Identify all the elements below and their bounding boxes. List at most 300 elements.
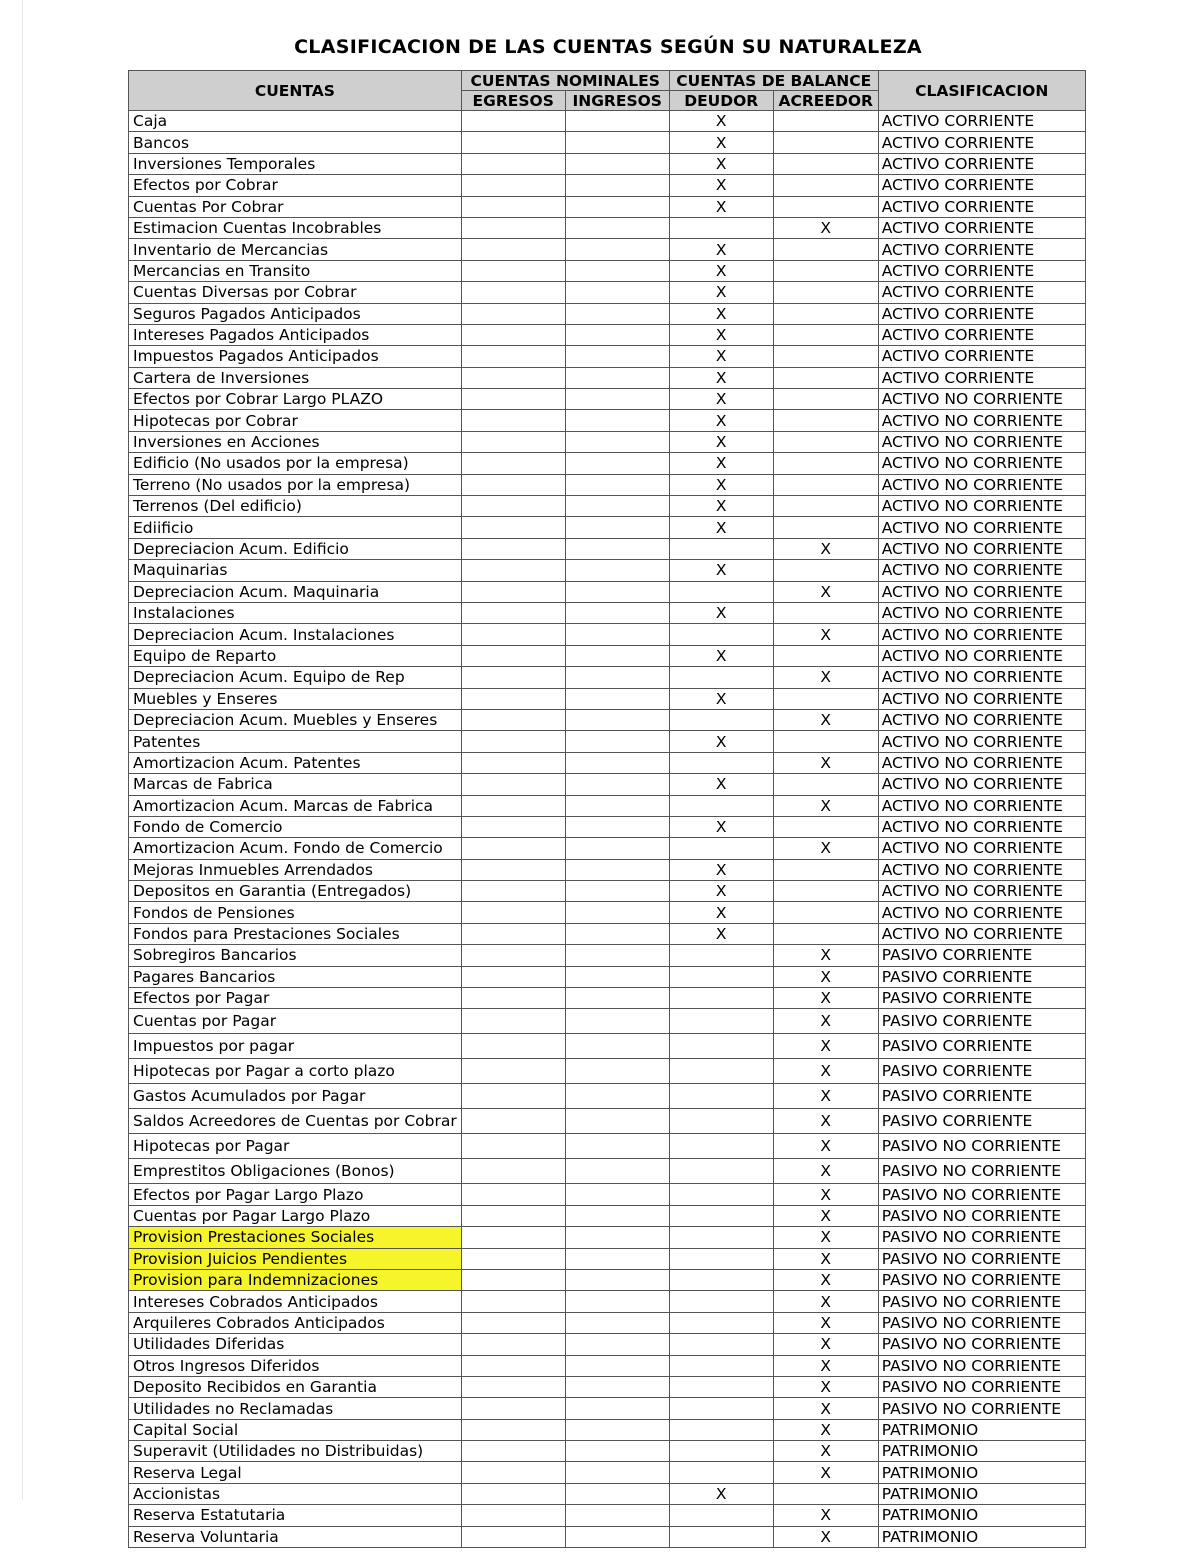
account-name-cell: Otros Ingresos Diferidos (129, 1355, 462, 1376)
acreedor-cell: X (773, 538, 878, 559)
account-name-cell: Reserva Voluntaria (129, 1526, 462, 1547)
deudor-cell (669, 538, 773, 559)
egresos-cell (461, 1291, 565, 1312)
table-row (129, 132, 1086, 153)
egresos-cell (461, 795, 565, 816)
acreedor-cell (773, 453, 878, 474)
clasificacion-cell: PASIVO NO CORRIENTE (878, 1248, 1085, 1269)
account-name-cell: Amortizacion Acum. Patentes (129, 752, 462, 773)
clasificacion-cell: ACTIVO CORRIENTE (878, 196, 1085, 217)
table-row (129, 1205, 1086, 1226)
account-name-cell: Provision Prestaciones Sociales (129, 1227, 462, 1248)
deudor-cell: X (669, 645, 773, 666)
account-name-cell: Maquinarias (129, 560, 462, 581)
egresos-cell (461, 538, 565, 559)
table-row (129, 1248, 1086, 1269)
clasificacion-cell: PASIVO NO CORRIENTE (878, 1334, 1085, 1355)
egresos-cell (461, 1505, 565, 1526)
ingresos-cell (565, 709, 669, 730)
egresos-cell (461, 1134, 565, 1159)
ingresos-cell (565, 431, 669, 452)
egresos-cell (461, 581, 565, 602)
acreedor-cell (773, 282, 878, 303)
deudor-cell: X (669, 816, 773, 837)
egresos-cell (461, 431, 565, 452)
egresos-cell (461, 1184, 565, 1205)
egresos-cell (461, 1355, 565, 1376)
table-row (129, 410, 1086, 431)
clasificacion-cell: ACTIVO NO CORRIENTE (878, 774, 1085, 795)
clasificacion-cell: PASIVO NO CORRIENTE (878, 1355, 1085, 1376)
clasificacion-cell: ACTIVO NO CORRIENTE (878, 453, 1085, 474)
clasificacion-cell: PASIVO CORRIENTE (878, 1084, 1085, 1109)
deudor-cell (669, 752, 773, 773)
acreedor-cell: X (773, 1505, 878, 1526)
table-row (129, 175, 1086, 196)
account-name-cell: Instalaciones (129, 602, 462, 623)
deudor-cell (669, 1134, 773, 1159)
ingresos-cell (565, 1084, 669, 1109)
acreedor-cell: X (773, 1419, 878, 1440)
egresos-cell (461, 859, 565, 880)
deudor-cell: X (669, 260, 773, 281)
ingresos-cell (565, 453, 669, 474)
clasificacion-cell: PASIVO CORRIENTE (878, 1009, 1085, 1034)
clasificacion-cell: ACTIVO NO CORRIENTE (878, 431, 1085, 452)
account-name-cell: Efectos por Pagar Largo Plazo (129, 1184, 462, 1205)
ingresos-cell (565, 667, 669, 688)
table-row (129, 602, 1086, 623)
table-row (129, 303, 1086, 324)
deudor-cell: X (669, 111, 773, 132)
egresos-cell (461, 881, 565, 902)
egresos-cell (461, 132, 565, 153)
clasificacion-cell: ACTIVO NO CORRIENTE (878, 795, 1085, 816)
deudor-cell (669, 1109, 773, 1134)
ingresos-cell (565, 1205, 669, 1226)
table-row (129, 816, 1086, 837)
account-name-cell: Arquileres Cobrados Anticipados (129, 1312, 462, 1333)
egresos-cell (461, 1227, 565, 1248)
clasificacion-cell: ACTIVO CORRIENTE (878, 303, 1085, 324)
egresos-cell (461, 410, 565, 431)
clasificacion-cell: ACTIVO CORRIENTE (878, 175, 1085, 196)
clasificacion-cell: ACTIVO NO CORRIENTE (878, 581, 1085, 602)
account-name-cell: Inventario de Mercancias (129, 239, 462, 260)
account-name-cell: Provision para Indemnizaciones (129, 1269, 462, 1290)
ingresos-cell (565, 303, 669, 324)
egresos-cell (461, 966, 565, 987)
egresos-cell (461, 453, 565, 474)
table-row (129, 902, 1086, 923)
ingresos-cell (565, 645, 669, 666)
deudor-cell (669, 1505, 773, 1526)
table-row (129, 774, 1086, 795)
clasificacion-cell: PASIVO NO CORRIENTE (878, 1291, 1085, 1312)
table-row (129, 346, 1086, 367)
acreedor-cell: X (773, 1334, 878, 1355)
ingresos-cell (565, 153, 669, 174)
deudor-cell: X (669, 175, 773, 196)
header-nominales: CUENTAS NOMINALES (461, 71, 669, 91)
account-name-cell: Pagares Bancarios (129, 966, 462, 987)
deudor-cell (669, 1248, 773, 1269)
egresos-cell (461, 324, 565, 345)
deudor-cell (669, 1441, 773, 1462)
acreedor-cell (773, 367, 878, 388)
acreedor-cell: X (773, 1269, 878, 1290)
clasificacion-cell: PASIVO CORRIENTE (878, 1034, 1085, 1059)
egresos-cell (461, 838, 565, 859)
account-name-cell: Cuentas Diversas por Cobrar (129, 282, 462, 303)
clasificacion-cell: ACTIVO CORRIENTE (878, 367, 1085, 388)
egresos-cell (461, 1034, 565, 1059)
ingresos-cell (565, 1269, 669, 1290)
account-name-cell: Equipo de Reparto (129, 645, 462, 666)
account-name-cell: Efectos por Cobrar Largo PLAZO (129, 389, 462, 410)
acreedor-cell: X (773, 988, 878, 1009)
table-row (129, 431, 1086, 452)
deudor-cell: X (669, 196, 773, 217)
egresos-cell (461, 816, 565, 837)
account-name-cell: Efectos por Cobrar (129, 175, 462, 196)
egresos-cell (461, 1312, 565, 1333)
ingresos-cell (565, 838, 669, 859)
deudor-cell: X (669, 132, 773, 153)
clasificacion-cell: PASIVO NO CORRIENTE (878, 1205, 1085, 1226)
acreedor-cell: X (773, 1205, 878, 1226)
egresos-cell (461, 1526, 565, 1547)
clasificacion-cell: ACTIVO NO CORRIENTE (878, 474, 1085, 495)
header-egresos: EGRESOS (461, 91, 565, 111)
egresos-cell (461, 111, 565, 132)
header-acreedor: ACREEDOR (773, 91, 878, 111)
acreedor-cell: X (773, 1462, 878, 1483)
table-row (129, 881, 1086, 902)
acreedor-cell: X (773, 795, 878, 816)
account-name-cell: Seguros Pagados Anticipados (129, 303, 462, 324)
ingresos-cell (565, 517, 669, 538)
clasificacion-cell: ACTIVO NO CORRIENTE (878, 859, 1085, 880)
deudor-cell (669, 709, 773, 730)
table-row (129, 838, 1086, 859)
acreedor-cell (773, 303, 878, 324)
account-name-cell: Patentes (129, 731, 462, 752)
egresos-cell (461, 1084, 565, 1109)
deudor-cell (669, 1526, 773, 1547)
clasificacion-cell: ACTIVO CORRIENTE (878, 111, 1085, 132)
ingresos-cell (565, 1483, 669, 1504)
deudor-cell (669, 1355, 773, 1376)
ingresos-cell (565, 859, 669, 880)
ingresos-cell (565, 602, 669, 623)
ingresos-cell (565, 1526, 669, 1547)
clasificacion-cell: PATRIMONIO (878, 1441, 1085, 1462)
deudor-cell: X (669, 474, 773, 495)
clasificacion-cell: PASIVO CORRIENTE (878, 1059, 1085, 1084)
egresos-cell (461, 1248, 565, 1269)
table-row (129, 217, 1086, 238)
accounts-table (128, 70, 1086, 1548)
ingresos-cell (565, 175, 669, 196)
ingresos-cell (565, 731, 669, 752)
account-name-cell: Estimacion Cuentas Incobrables (129, 217, 462, 238)
account-name-cell: Depreciacion Acum. Equipo de Rep (129, 667, 462, 688)
deudor-cell: X (669, 1483, 773, 1504)
egresos-cell (461, 175, 565, 196)
ingresos-cell (565, 132, 669, 153)
ingresos-cell (565, 902, 669, 923)
clasificacion-cell: ACTIVO CORRIENTE (878, 324, 1085, 345)
account-name-cell: Reserva Legal (129, 1462, 462, 1483)
deudor-cell (669, 1398, 773, 1419)
clasificacion-cell: PASIVO NO CORRIENTE (878, 1398, 1085, 1419)
acreedor-cell (773, 389, 878, 410)
clasificacion-cell: ACTIVO NO CORRIENTE (878, 410, 1085, 431)
account-name-cell: Sobregiros Bancarios (129, 945, 462, 966)
clasificacion-cell: ACTIVO NO CORRIENTE (878, 752, 1085, 773)
ingresos-cell (565, 560, 669, 581)
table-row (129, 923, 1086, 944)
table-row (129, 1009, 1086, 1034)
acreedor-cell (773, 923, 878, 944)
acreedor-cell (773, 196, 878, 217)
clasificacion-cell: PATRIMONIO (878, 1526, 1085, 1547)
acreedor-cell: X (773, 1109, 878, 1134)
deudor-cell: X (669, 881, 773, 902)
acreedor-cell: X (773, 1159, 878, 1184)
header-cuentas: CUENTAS (129, 71, 462, 111)
table-row (129, 966, 1086, 987)
egresos-cell (461, 709, 565, 730)
deudor-cell (669, 966, 773, 987)
ingresos-cell (565, 1334, 669, 1355)
egresos-cell (461, 367, 565, 388)
table-row (129, 645, 1086, 666)
egresos-cell (461, 624, 565, 645)
ingresos-cell (565, 1398, 669, 1419)
egresos-cell (461, 752, 565, 773)
account-name-cell: Cuentas Por Cobrar (129, 196, 462, 217)
acreedor-cell (773, 602, 878, 623)
account-name-cell: Reserva Estatutaria (129, 1505, 462, 1526)
table-row (129, 795, 1086, 816)
account-name-cell: Gastos Acumulados por Pagar (129, 1084, 462, 1109)
clasificacion-cell: ACTIVO NO CORRIENTE (878, 389, 1085, 410)
deudor-cell: X (669, 389, 773, 410)
page-title: CLASIFICACION DE LAS CUENTAS SEGÚN SU NATURALEZA (294, 36, 922, 58)
acreedor-cell: X (773, 667, 878, 688)
ingresos-cell (565, 260, 669, 281)
table-row (129, 1462, 1086, 1483)
table-row (129, 624, 1086, 645)
egresos-cell (461, 688, 565, 709)
table-row (129, 1483, 1086, 1504)
deudor-cell (669, 1009, 773, 1034)
ingresos-cell (565, 1248, 669, 1269)
clasificacion-cell: ACTIVO NO CORRIENTE (878, 881, 1085, 902)
deudor-cell: X (669, 431, 773, 452)
account-name-cell: Cuentas por Pagar Largo Plazo (129, 1205, 462, 1226)
acreedor-cell: X (773, 1184, 878, 1205)
egresos-cell (461, 1334, 565, 1355)
ingresos-cell (565, 816, 669, 837)
acreedor-cell: X (773, 709, 878, 730)
acreedor-cell: X (773, 1355, 878, 1376)
account-name-cell: Ediificio (129, 517, 462, 538)
table-row (129, 367, 1086, 388)
egresos-cell (461, 602, 565, 623)
clasificacion-cell: ACTIVO CORRIENTE (878, 153, 1085, 174)
deudor-cell (669, 1419, 773, 1440)
acreedor-cell (773, 260, 878, 281)
table-row (129, 1109, 1086, 1134)
acreedor-cell (773, 902, 878, 923)
table-row (129, 1134, 1086, 1159)
acreedor-cell (773, 1483, 878, 1504)
ingresos-cell (565, 1184, 669, 1205)
account-name-cell: Mejoras Inmuebles Arrendados (129, 859, 462, 880)
table-body (129, 111, 1086, 1548)
egresos-cell (461, 1009, 565, 1034)
acreedor-cell (773, 346, 878, 367)
header-deudor: DEUDOR (669, 91, 773, 111)
account-name-cell: Utilidades no Reclamadas (129, 1398, 462, 1419)
acreedor-cell: X (773, 1034, 878, 1059)
clasificacion-cell: ACTIVO NO CORRIENTE (878, 667, 1085, 688)
acreedor-cell (773, 239, 878, 260)
table-row (129, 389, 1086, 410)
deudor-cell (669, 1034, 773, 1059)
account-name-cell: Efectos por Pagar (129, 988, 462, 1009)
deudor-cell (669, 1312, 773, 1333)
ingresos-cell (565, 389, 669, 410)
table-row (129, 1505, 1086, 1526)
deudor-cell: X (669, 453, 773, 474)
clasificacion-cell: ACTIVO NO CORRIENTE (878, 709, 1085, 730)
table-row (129, 1419, 1086, 1440)
egresos-cell (461, 1441, 565, 1462)
table-row (129, 496, 1086, 517)
egresos-cell (461, 1419, 565, 1440)
egresos-cell (461, 1483, 565, 1504)
ingresos-cell (565, 624, 669, 645)
table-row (129, 517, 1086, 538)
acreedor-cell: X (773, 217, 878, 238)
clasificacion-cell: PASIVO NO CORRIENTE (878, 1184, 1085, 1205)
clasificacion-cell: PASIVO NO CORRIENTE (878, 1376, 1085, 1397)
ingresos-cell (565, 239, 669, 260)
acreedor-cell: X (773, 1291, 878, 1312)
ingresos-cell (565, 474, 669, 495)
deudor-cell: X (669, 410, 773, 431)
acreedor-cell (773, 324, 878, 345)
acreedor-cell (773, 153, 878, 174)
deudor-cell: X (669, 303, 773, 324)
account-name-cell: Terreno (No usados por la empresa) (129, 474, 462, 495)
account-name-cell: Marcas de Fabrica (129, 774, 462, 795)
table-row (129, 1398, 1086, 1419)
deudor-cell (669, 1227, 773, 1248)
account-name-cell: Depositos en Garantia (Entregados) (129, 881, 462, 902)
acreedor-cell: X (773, 624, 878, 645)
account-name-cell: Terrenos (Del edificio) (129, 496, 462, 517)
deudor-cell (669, 1269, 773, 1290)
ingresos-cell (565, 881, 669, 902)
clasificacion-cell: ACTIVO NO CORRIENTE (878, 902, 1085, 923)
account-name-cell: Hipotecas por Pagar a corto plazo (129, 1059, 462, 1084)
egresos-cell (461, 988, 565, 1009)
deudor-cell (669, 1059, 773, 1084)
deudor-cell: X (669, 923, 773, 944)
account-name-cell: Mercancias en Transito (129, 260, 462, 281)
header-ingresos: INGRESOS (565, 91, 669, 111)
clasificacion-cell: ACTIVO CORRIENTE (878, 346, 1085, 367)
table-row (129, 560, 1086, 581)
table-row (129, 111, 1086, 132)
acreedor-cell (773, 496, 878, 517)
acreedor-cell (773, 410, 878, 431)
account-name-cell: Caja (129, 111, 462, 132)
deudor-cell: X (669, 367, 773, 388)
deudor-cell (669, 988, 773, 1009)
acreedor-cell: X (773, 1441, 878, 1462)
account-name-cell: Depreciacion Acum. Instalaciones (129, 624, 462, 645)
deudor-cell (669, 624, 773, 645)
account-name-cell: Accionistas (129, 1483, 462, 1504)
acreedor-cell: X (773, 945, 878, 966)
table-row (129, 1526, 1086, 1547)
account-name-cell: Depreciacion Acum. Edificio (129, 538, 462, 559)
acreedor-cell (773, 688, 878, 709)
deudor-cell: X (669, 346, 773, 367)
ingresos-cell (565, 1134, 669, 1159)
ingresos-cell (565, 1009, 669, 1034)
acreedor-cell: X (773, 1134, 878, 1159)
ingresos-cell (565, 1227, 669, 1248)
table-row (129, 153, 1086, 174)
table-row (129, 709, 1086, 730)
table-row (129, 1291, 1086, 1312)
account-name-cell: Superavit (Utilidades no Distribuidas) (129, 1441, 462, 1462)
account-name-cell: Fondos de Pensiones (129, 902, 462, 923)
deudor-cell (669, 1159, 773, 1184)
deudor-cell (669, 1462, 773, 1483)
table-row (129, 324, 1086, 345)
clasificacion-cell: ACTIVO NO CORRIENTE (878, 602, 1085, 623)
acreedor-cell (773, 132, 878, 153)
deudor-cell (669, 795, 773, 816)
clasificacion-cell: PASIVO NO CORRIENTE (878, 1312, 1085, 1333)
egresos-cell (461, 923, 565, 944)
ingresos-cell (565, 1462, 669, 1483)
acreedor-cell: X (773, 1084, 878, 1109)
ingresos-cell (565, 1441, 669, 1462)
egresos-cell (461, 902, 565, 923)
deudor-cell (669, 1205, 773, 1226)
clasificacion-cell: PATRIMONIO (878, 1419, 1085, 1440)
table-row (129, 282, 1086, 303)
deudor-cell: X (669, 731, 773, 752)
acreedor-cell: X (773, 1398, 878, 1419)
acreedor-cell (773, 111, 878, 132)
ingresos-cell (565, 282, 669, 303)
acreedor-cell (773, 731, 878, 752)
egresos-cell (461, 1059, 565, 1084)
ingresos-cell (565, 324, 669, 345)
table-row (129, 1441, 1086, 1462)
ingresos-cell (565, 538, 669, 559)
